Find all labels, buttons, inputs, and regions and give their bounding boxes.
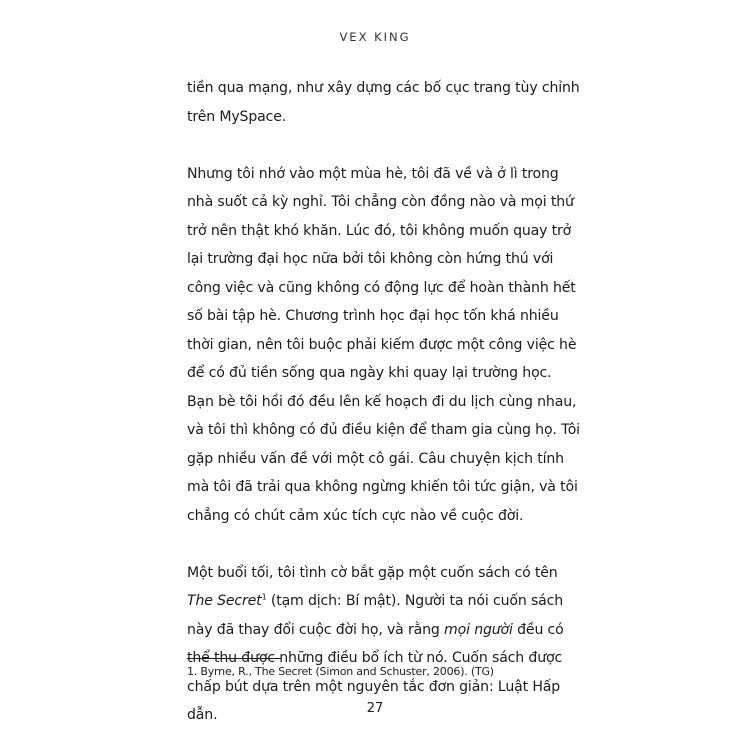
paragraph-gap	[187, 131, 582, 160]
running-header: VEX KING	[339, 30, 411, 44]
page-number: 27	[366, 701, 384, 716]
book-title: The Secret	[187, 593, 262, 609]
paragraph-gap	[187, 530, 582, 559]
paragraph-3-part1: Một buổi tối, tôi tình cờ bắt gặp một cuốn sách có tên	[187, 564, 558, 581]
body-text	[187, 74, 582, 730]
footnote-divider	[187, 658, 281, 659]
footnote: 1. Byrne, R., The Secret (Simon and Schuster, 2006). (TG)	[187, 665, 494, 678]
emphasis-text: mọi người	[444, 621, 513, 638]
paragraph-1: tiền qua mạng, như xây dựng các bố cục trang tùy chỉnh trên MySpace.	[187, 80, 580, 125]
paragraph-3-part3: đều có thể thu được những điều bổ ích từ nó. Cuốn sách được chấp bút dựa trên một nguyên tắc đơn giản: Luật Hấp dẫn.	[187, 621, 564, 723]
paragraph-3-part2: (tạm dịch: Bí mật). Người ta nói cuốn sách này đã thay đổi cuộc đời họ, và rằng	[187, 593, 564, 638]
paragraph-2: Nhưng tôi nhớ vào một mùa hè, tôi đã về và ở lì trong nhà suốt cả kỳ nghỉ. Tôi chẳng còn đồng nào và mọi thứ trở nên thật khó khăn. Lúc đó, tôi không muốn quay trở lại trường đại học nữa bởi tôi không còn hứng thú với công việc và cũng không có động lực để hoàn thành hết số bài tập hè. Chương trình học đại học tốn khá nhiều thời gian, nên tôi buộc phải kiếm được một công việc hè để có đủ tiền sống qua ngày khi quay lại trường học. Bạn bè tôi hồi đó đều lên kế hoạch đi du lịch cùng nhau, và tôi thì không có đủ điều kiện để tham gia cùng họ. Tôi gặp nhiều vấn đề với một cô gái. Câu chuyện kịch tính mà tôi đã trải qua không ngừng khiến tôi tức giận, và tôi chẳng có chút cảm xúc tích cực nào về cuộc đời.	[187, 165, 580, 524]
footnote-reference[interactable]: 1	[261, 592, 267, 602]
